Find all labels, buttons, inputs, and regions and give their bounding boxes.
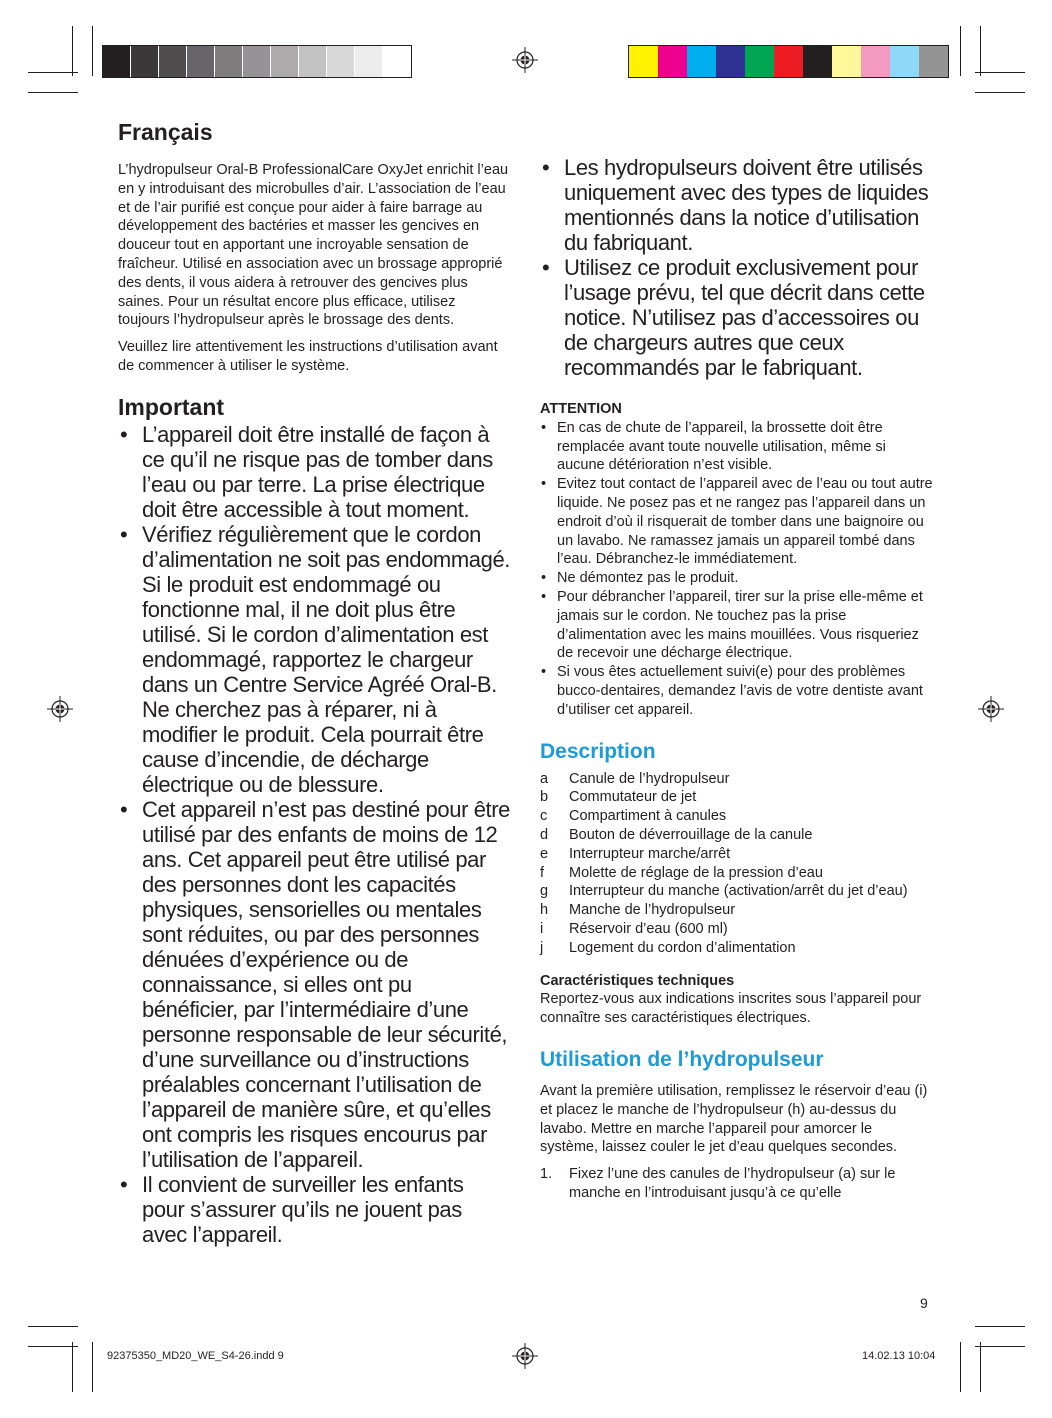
gray-swatch [215,46,243,77]
registration-mark-icon [512,47,538,73]
list-item: g Interrupteur du manche (activation/arrêt du jet d’eau) [540,883,908,900]
list-item: • Utilisez ce produit exclusivement pour l’usage prévu, tel que décrit dans cette notice. N’utilisez pas d’accessoires ou de chargeurs autres que ceux recommandés par le fabriquant. [540,255,934,380]
left-column [118,119,510,1247]
gray-swatch [103,46,131,77]
page-title: Français [118,119,213,145]
usage-warnings-list [540,155,934,380]
color-swatch [716,46,745,77]
step-item [540,1165,934,1203]
registration-mark-icon [512,1343,538,1369]
footer-timestamp: 14.02.13 10:04 [862,1350,936,1362]
color-swatch [658,46,687,77]
gray-swatch [299,46,327,77]
color-swatch [832,46,861,77]
list-item: a Canule de l’hydropulseur [540,770,730,787]
description-heading: Description [540,739,656,763]
list-item: d Bouton de déverrouillage de la canule [540,826,813,843]
list-item: • Cet appareil n’est pas destiné pour être utilisé par des enfants de moins de 12 ans. Cet appareil peut être utilisé par des personnes dont les capacités physiques, sensorielles ou mentales sont réduites, ou par des personnes dénuées d’expérience ou de connaissance, si elles ont pu bénéficier, par l’intermédiaire d’une personne responsable de leur sécurité, d’une surveillance ou d’instructions préalables concernant l’utilisation de l’appareil de manière sûre, et qu’elles ont compris les risques encourus par l’utilisation de l’appareil. [118,797,510,1172]
right-column [540,155,934,1203]
important-heading: Important [118,393,225,420]
gray-swatch [327,46,355,77]
list-item: f Molette de réglage de la pression d’eau [540,864,823,881]
footer-file-name: 92375350_MD20_WE_S4-26.indd 9 [107,1350,284,1362]
description-list [540,770,934,958]
color-swatch [629,46,658,77]
list-item: j Logement du cordon d’alimentation [540,939,796,956]
step-text: Fixez l’une des canules de l’hydropulseur (a) sur le manche en l’introduisant jusqu’à ce qu’elle [569,1166,896,1201]
page-number: 9 [920,1295,928,1311]
step-number: 1. [540,1166,553,1183]
grayscale-bar [102,45,412,78]
list-item: e Interrupteur marche/arrêt [540,845,731,862]
color-swatch [803,46,832,77]
intro-paragraph-2: Veuillez lire attentivement les instructions d’utilisation avant de commencer à utiliser le système. [118,339,498,374]
important-list [118,422,510,1247]
usage-text: Avant la première utilisation, remplissez le réservoir d’eau (i) et placez le manche de l’hydropulseur (h) au-dessus du lavabo. Mettre en marche l’appareil pour amorcer le système, laissez couler le jet d’eau quelques secondes. [540,1082,928,1156]
usage-heading: Utilisation de l’hydropulseur [540,1047,824,1071]
list-item: • Si vous êtes actuellement suivi(e) pour des problèmes bucco-dentaires, demandez l’avis de votre dentiste avant d’utiliser cet appareil. [540,663,934,719]
registration-mark-icon [978,696,1004,722]
attention-list [540,419,934,720]
gray-swatch [131,46,159,77]
registration-mark-icon [47,696,73,722]
list-item: i Réservoir d’eau (600 ml) [540,920,728,937]
list-item: h Manche de l’hydropulseur [540,902,736,919]
specs-text: Reportez-vous aux indications inscrites sous l’appareil pour connaître ses caractéristiques électriques. [540,991,922,1027]
gray-swatch [271,46,299,77]
list-item: • Ne démontez pas le produit. [540,569,934,588]
attention-heading: ATTENTION [540,401,622,417]
list-item: • Vérifiez régulièrement que le cordon d’alimentation ne soit pas endommagé. Si le produit est endommagé ou fonctionne mal, il ne doit plus être utilisé. Si le cordon d’alimentation est endommagé, rapportez le chargeur dans un Centre Service Agréé Oral-B. Ne cherchez pas à réparer, ni à modifier le produit. Cela pourrait être cause d’incendie, de décharge électrique ou de blessure. [118,522,510,797]
color-swatch [745,46,774,77]
list-item: • L’appareil doit être installé de façon à ce qu’il ne risque pas de tomber dans l’eau ou par terre. La prise électrique doit être accessible à tout moment. [118,422,510,522]
color-swatch [919,46,948,77]
intro-paragraph: L’hydropulseur Oral-B ProfessionalCare OxyJet enrichit l’eau en y introduisant des microbulles d’air. L’association de l’eau et de l’air purifié est conçue pour aider à faire barrage au développement des bactéries et masser les gencives en douceur tout en apportant une incroyable sensation de fraîcheur. Utilisé en association avec un brossage approprié des dents, il vous aidera à retrouver des gencives plus saines. Pour un résultat encore plus efficace, utilisez toujours l’hydropulseur après le brossage des dents. [118,162,509,329]
list-item: • Les hydropulseurs doivent être utilisés uniquement avec des types de liquides mentionnés dans la notice d’utilisation du fabriquant. [540,155,934,255]
list-item: • Pour débrancher l’appareil, tirer sur la prise elle-même et jamais sur le cordon. Ne touchez pas la prise d’alimentation avec les mains mouillées. Vous risqueriez de recevoir une décharge électrique. [540,588,934,663]
color-swatch [861,46,890,77]
list-item: b Commutateur de jet [540,789,697,806]
gray-swatch [355,46,383,77]
color-swatch [774,46,803,77]
list-item: • Il convient de surveiller les enfants pour s’assurer qu’ils ne jouent pas avec l’appareil. [118,1172,510,1247]
list-item: c Compartiment à canules [540,808,727,825]
list-item: • Evitez tout contact de l’appareil avec de l’eau ou tout autre liquide. Ne posez pas et ne rangez pas l’appareil dans un endroit d’où il risquerait de tomber dans une baignoire ou un lavabo. Ne ramassez jamais un appareil tombé dans l’eau. Débranchez-le immédiatement. [540,475,934,569]
gray-swatch [187,46,215,77]
list-item: • En cas de chute de l’appareil, la brossette doit être remplacée avant toute nouvelle utilisation, même si aucune détérioration n’est visible. [540,419,934,475]
gray-swatch [243,46,271,77]
color-swatch [687,46,716,77]
specs-heading: Caractéristiques techniques [540,972,735,989]
color-swatch [890,46,919,77]
gray-swatch [383,46,411,77]
gray-swatch [159,46,187,77]
process-color-bar [628,45,949,78]
